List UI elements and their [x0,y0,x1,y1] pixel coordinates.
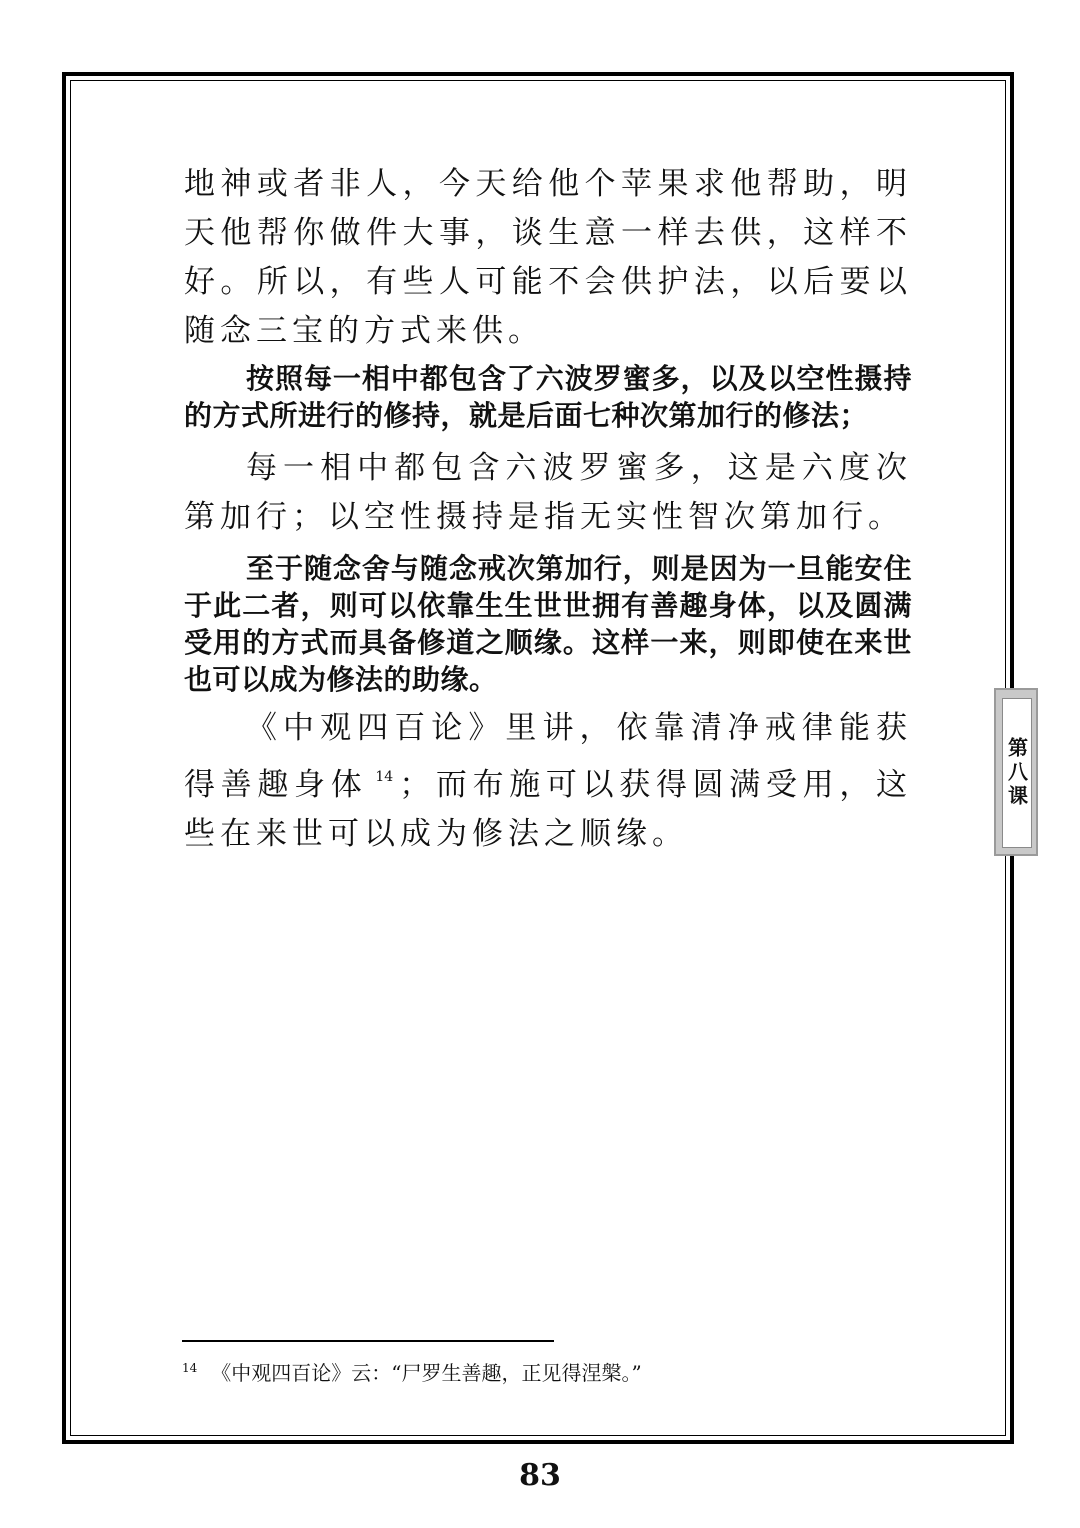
bold-paragraph-1: 按照每一相中都包含了六波罗蜜多，以及以空性摄持的方式所进行的修持，就是后面七种次第加行的修法； [184,362,912,432]
paragraph-2: 每一相中都包含六波罗蜜多，这是六度次第加行；以空性摄持是指无实性智次第加行。 [184,450,912,535]
chapter-side-tab-inner [1002,698,1032,848]
footnote-divider [182,1340,554,1342]
footnote-number: 14 [182,1361,198,1375]
footnote-text: 《中观四百论》云：“尸罗生善趣，正见得涅槃。” [211,1361,642,1385]
paragraph-3-text-b: ；而布施可以获得圆满受用，这些在来世可以成为修法之顺缘。 [184,767,913,852]
paragraph-3-text-a: 《中观四百论》里讲，依靠清净戒律能获得善趣身体 [184,710,912,803]
chapter-side-tab [994,688,1038,856]
bold-paragraph-2: 至于随念舍与随念戒次第加行，则是因为一旦能安住于此二者，则可以依靠生生世世拥有善趣身体，以及圆满受用的方式而具备修道之顺缘。这样一来，则即使在来世也可以成为修法的助缘。 [184,552,912,696]
paragraph-3 [184,704,912,859]
footnote [182,1354,902,1387]
paragraph-1: 地神或者非人，今天给他个苹果求他帮助，明天他帮你做件大事，谈生意一样去供，这样不好。所以，有些人可能不会供护法，以后要以随念三宝的方式来供。 [184,166,912,349]
footnote-reference[interactable]: 14 [375,769,394,785]
page-number: 83 [519,1458,561,1493]
chapter-label: 第八课 [1004,737,1029,809]
body-text [184,160,912,859]
